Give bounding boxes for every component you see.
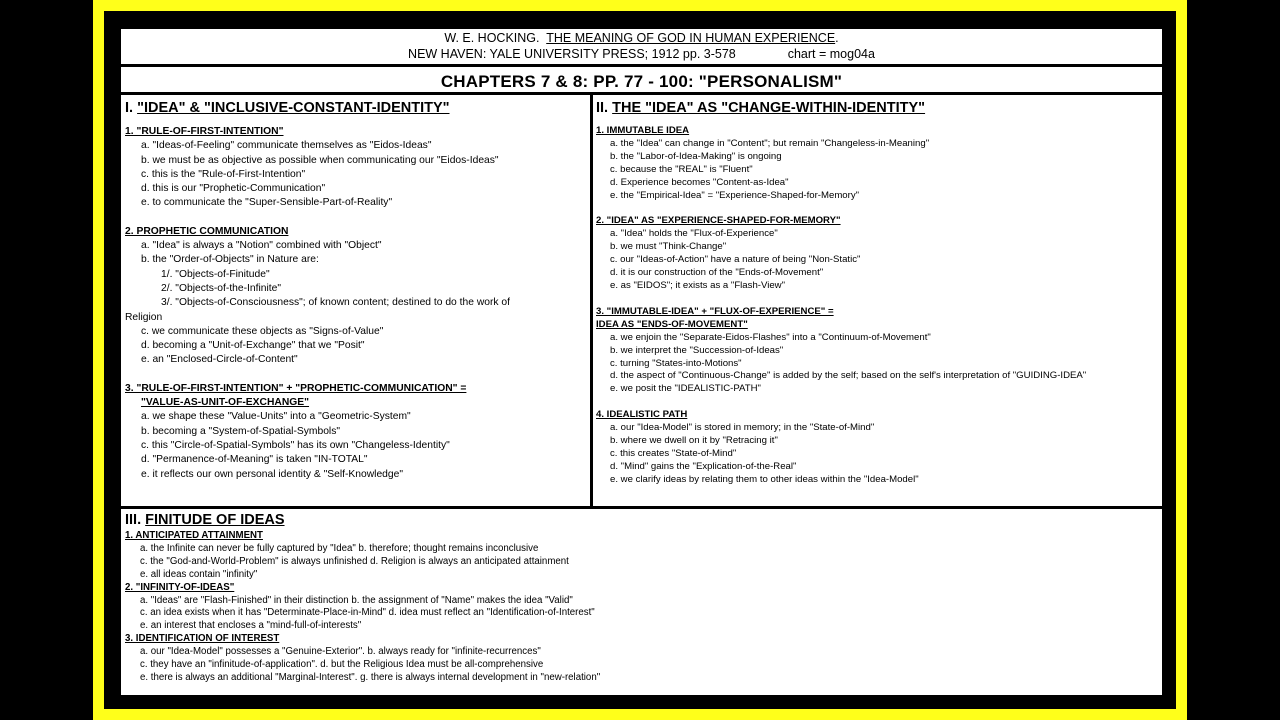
- subsection-heading: 3. "IMMUTABLE-IDEA" + "FLUX-OF-EXPERIENCE" =: [596, 305, 834, 317]
- list-item: d. the aspect of "Continuous-Change" is added by the self; based on the self's interpretation of "GUIDING-IDEA": [610, 370, 1087, 382]
- divider: [121, 92, 1162, 95]
- section-2: [596, 99, 1166, 487]
- list-item: a. our "Idea-Model" is stored in memory; in the "State-of-Mind": [610, 422, 875, 434]
- sub-item: 1/. "Objects-of-Finitude": [161, 268, 270, 280]
- section-title: III. FINITUDE OF IDEAS: [125, 512, 285, 528]
- list-item: a. "Ideas-of-Feeling" communicate themselves as "Eidos-Ideas": [141, 140, 432, 152]
- list-item: a. "Idea" is always a "Notion" combined with "Object": [141, 240, 382, 252]
- list-item: d. "Mind" gains the "Explication-of-the-Real": [610, 460, 797, 472]
- chart-id: chart = mog04a: [787, 47, 875, 61]
- list-item: d. it is our construction of the "Ends-of-Movement": [610, 267, 824, 279]
- subsection-heading: 4. IDEALISTIC PATH: [596, 409, 688, 421]
- list-item: a. the Infinite can never be fully captured by "Idea" b. therefore; thought remains inconclusive: [140, 542, 539, 554]
- list-item: e. it reflects our own personal identity & "Self-Knowledge": [141, 468, 404, 480]
- sub-item-continuation: Religion: [125, 311, 163, 323]
- list-item: c. turning "States-into-Motions": [610, 357, 742, 369]
- list-item: a. "Idea" holds the "Flux-of-Experience": [610, 228, 778, 240]
- list-item: e. as "EIDOS"; it exists as a "Flash-View": [610, 279, 785, 291]
- list-item: c. the "God-and-World-Problem" is always unfinished d. Religion is always an anticipated attainment: [140, 555, 569, 567]
- chapter-title: CHAPTERS 7 & 8: PP. 77 - 100: "PERSONALISM": [440, 72, 843, 91]
- list-item: d. becoming a "Unit-of-Exchange" that we "Posit": [141, 340, 365, 352]
- list-item: a. the "Idea" can change in "Content"; but remain "Changeless-in-Meaning": [610, 137, 930, 149]
- list-item: d. this is our "Prophetic-Communication": [141, 183, 326, 195]
- book-title: THE MEANING OF GOD IN HUMAN EXPERIENCE: [546, 31, 836, 45]
- list-item: c. because the "REAL" is "Fluent": [610, 163, 753, 175]
- list-item: c. this creates "State-of-Mind": [610, 447, 737, 459]
- subsection-heading: 2. PROPHETIC COMMUNICATION: [125, 225, 289, 237]
- list-item: c. an idea exists when it has "Determinate-Place-in-Mind" d. idea must reflect an "Identification-of-Interest": [140, 607, 595, 619]
- list-item: e. we clarify ideas by relating them to other ideas within the "Idea-Model": [610, 473, 919, 485]
- list-item: b. we must be as objective as possible when communicating our "Eidos-Ideas": [141, 154, 499, 166]
- section-1: [125, 99, 585, 482]
- subsection-heading: 3. IDENTIFICATION OF INTEREST: [125, 633, 280, 645]
- subsection-heading: 1. IMMUTABLE IDEA: [596, 125, 690, 136]
- list-item: e. an "Enclosed-Circle-of-Content": [141, 354, 298, 366]
- section-title: I. "IDEA" & "INCLUSIVE-CONSTANT-IDENTITY": [125, 100, 450, 116]
- list-item: e. to communicate the "Super-Sensible-Part-of-Reality": [141, 197, 393, 209]
- publisher: NEW HAVEN: YALE UNIVERSITY PRESS; 1912 pp. 3-578: [408, 47, 736, 61]
- list-item: b. we must "Think-Change": [610, 241, 727, 253]
- subsection-heading: 2. "IDEA" AS "EXPERIENCE-SHAPED-FOR-MEMORY": [596, 215, 841, 227]
- list-item: a. we enjoin the "Separate-Eidos-Flashes" into a "Continuum-of-Movement": [610, 331, 931, 343]
- list-item: c. our "Ideas-of-Action" have a nature of being "Non-Static": [610, 254, 861, 266]
- list-item: e. we posit the "IDEALISTIC-PATH": [610, 383, 761, 395]
- list-item: e. there is always an additional "Marginal-Interest". g. there is always internal development in "new-relation": [140, 671, 601, 683]
- list-item: b. where we dwell on it by "Retracing it": [610, 435, 778, 447]
- list-item: e. an interest that encloses a "mind-full-of-interests": [140, 620, 362, 632]
- list-item: b. we interpret the "Succession-of-Ideas": [610, 344, 784, 356]
- header-line-2: [121, 47, 1162, 62]
- list-item: c. we communicate these objects as "Signs-of-Value": [141, 325, 384, 337]
- subsection-heading: 1. ANTICIPATED ATTAINMENT: [125, 530, 263, 541]
- sub-item: 3/. "Objects-of-Consciousness"; of known content; destined to do the work of: [161, 297, 511, 309]
- list-item: c. this "Circle-of-Spatial-Symbols" has its own "Changeless-Identity": [141, 439, 450, 451]
- section-title: II. THE "IDEA" AS "CHANGE-WITHIN-IDENTITY": [596, 100, 926, 116]
- author: W. E. HOCKING.: [444, 31, 540, 45]
- list-item: e. the "Empirical-Idea" = "Experience-Shaped-for-Memory": [610, 189, 860, 201]
- list-item: b. the "Order-of-Objects" in Nature are:: [141, 254, 319, 266]
- section-3: [125, 512, 1155, 685]
- subsection-heading: 1. "RULE-OF-FIRST-INTENTION": [125, 126, 284, 137]
- list-item: a. our "Idea-Model" possesses a "Genuine-Exterior". b. always ready for "infinite-recurrences": [140, 646, 541, 658]
- divider: [121, 64, 1162, 67]
- list-item: b. the "Labor-of-Idea-Making" is ongoing: [610, 150, 782, 162]
- outline-chart: [119, 27, 1164, 697]
- list-item: c. they have an "infinitude-of-application". d. but the Religious Idea must be all-comprehensive: [140, 659, 544, 671]
- subsection-heading-cont: IDEA AS "ENDS-OF-MOVEMENT": [596, 318, 748, 330]
- list-item: a. we shape these "Value-Units" into a "Geometric-System": [141, 411, 411, 423]
- divider: [121, 506, 1162, 509]
- subsection-heading: 3. "RULE-OF-FIRST-INTENTION" + "PROPHETIC-COMMUNICATION" =: [125, 382, 467, 394]
- subsection-heading: 2. "INFINITY-OF-IDEAS": [125, 581, 235, 593]
- list-item: d. Experience becomes "Content-as-Idea": [610, 176, 789, 188]
- column-divider: [590, 94, 593, 507]
- list-item: c. this is the "Rule-of-First-Intention": [141, 168, 306, 180]
- sub-item: 2/. "Objects-of-the-Infinite": [161, 282, 282, 294]
- list-item: e. all ideas contain "infinity": [140, 568, 258, 580]
- subsection-heading-cont: "VALUE-AS-UNIT-OF-EXCHANGE": [141, 397, 310, 409]
- list-item: d. "Permanence-of-Meaning" is taken "IN-TOTAL": [141, 454, 368, 466]
- header-line-1: W. E. HOCKING. THE MEANING OF GOD IN HUMAN EXPERIENCE.: [444, 31, 839, 45]
- list-item: a. "Ideas" are "Flash-Finished" in their distinction b. the assignment of "Name" makes the idea "Valid": [140, 594, 573, 606]
- list-item: b. becoming a "System-of-Spatial-Symbols": [141, 425, 341, 437]
